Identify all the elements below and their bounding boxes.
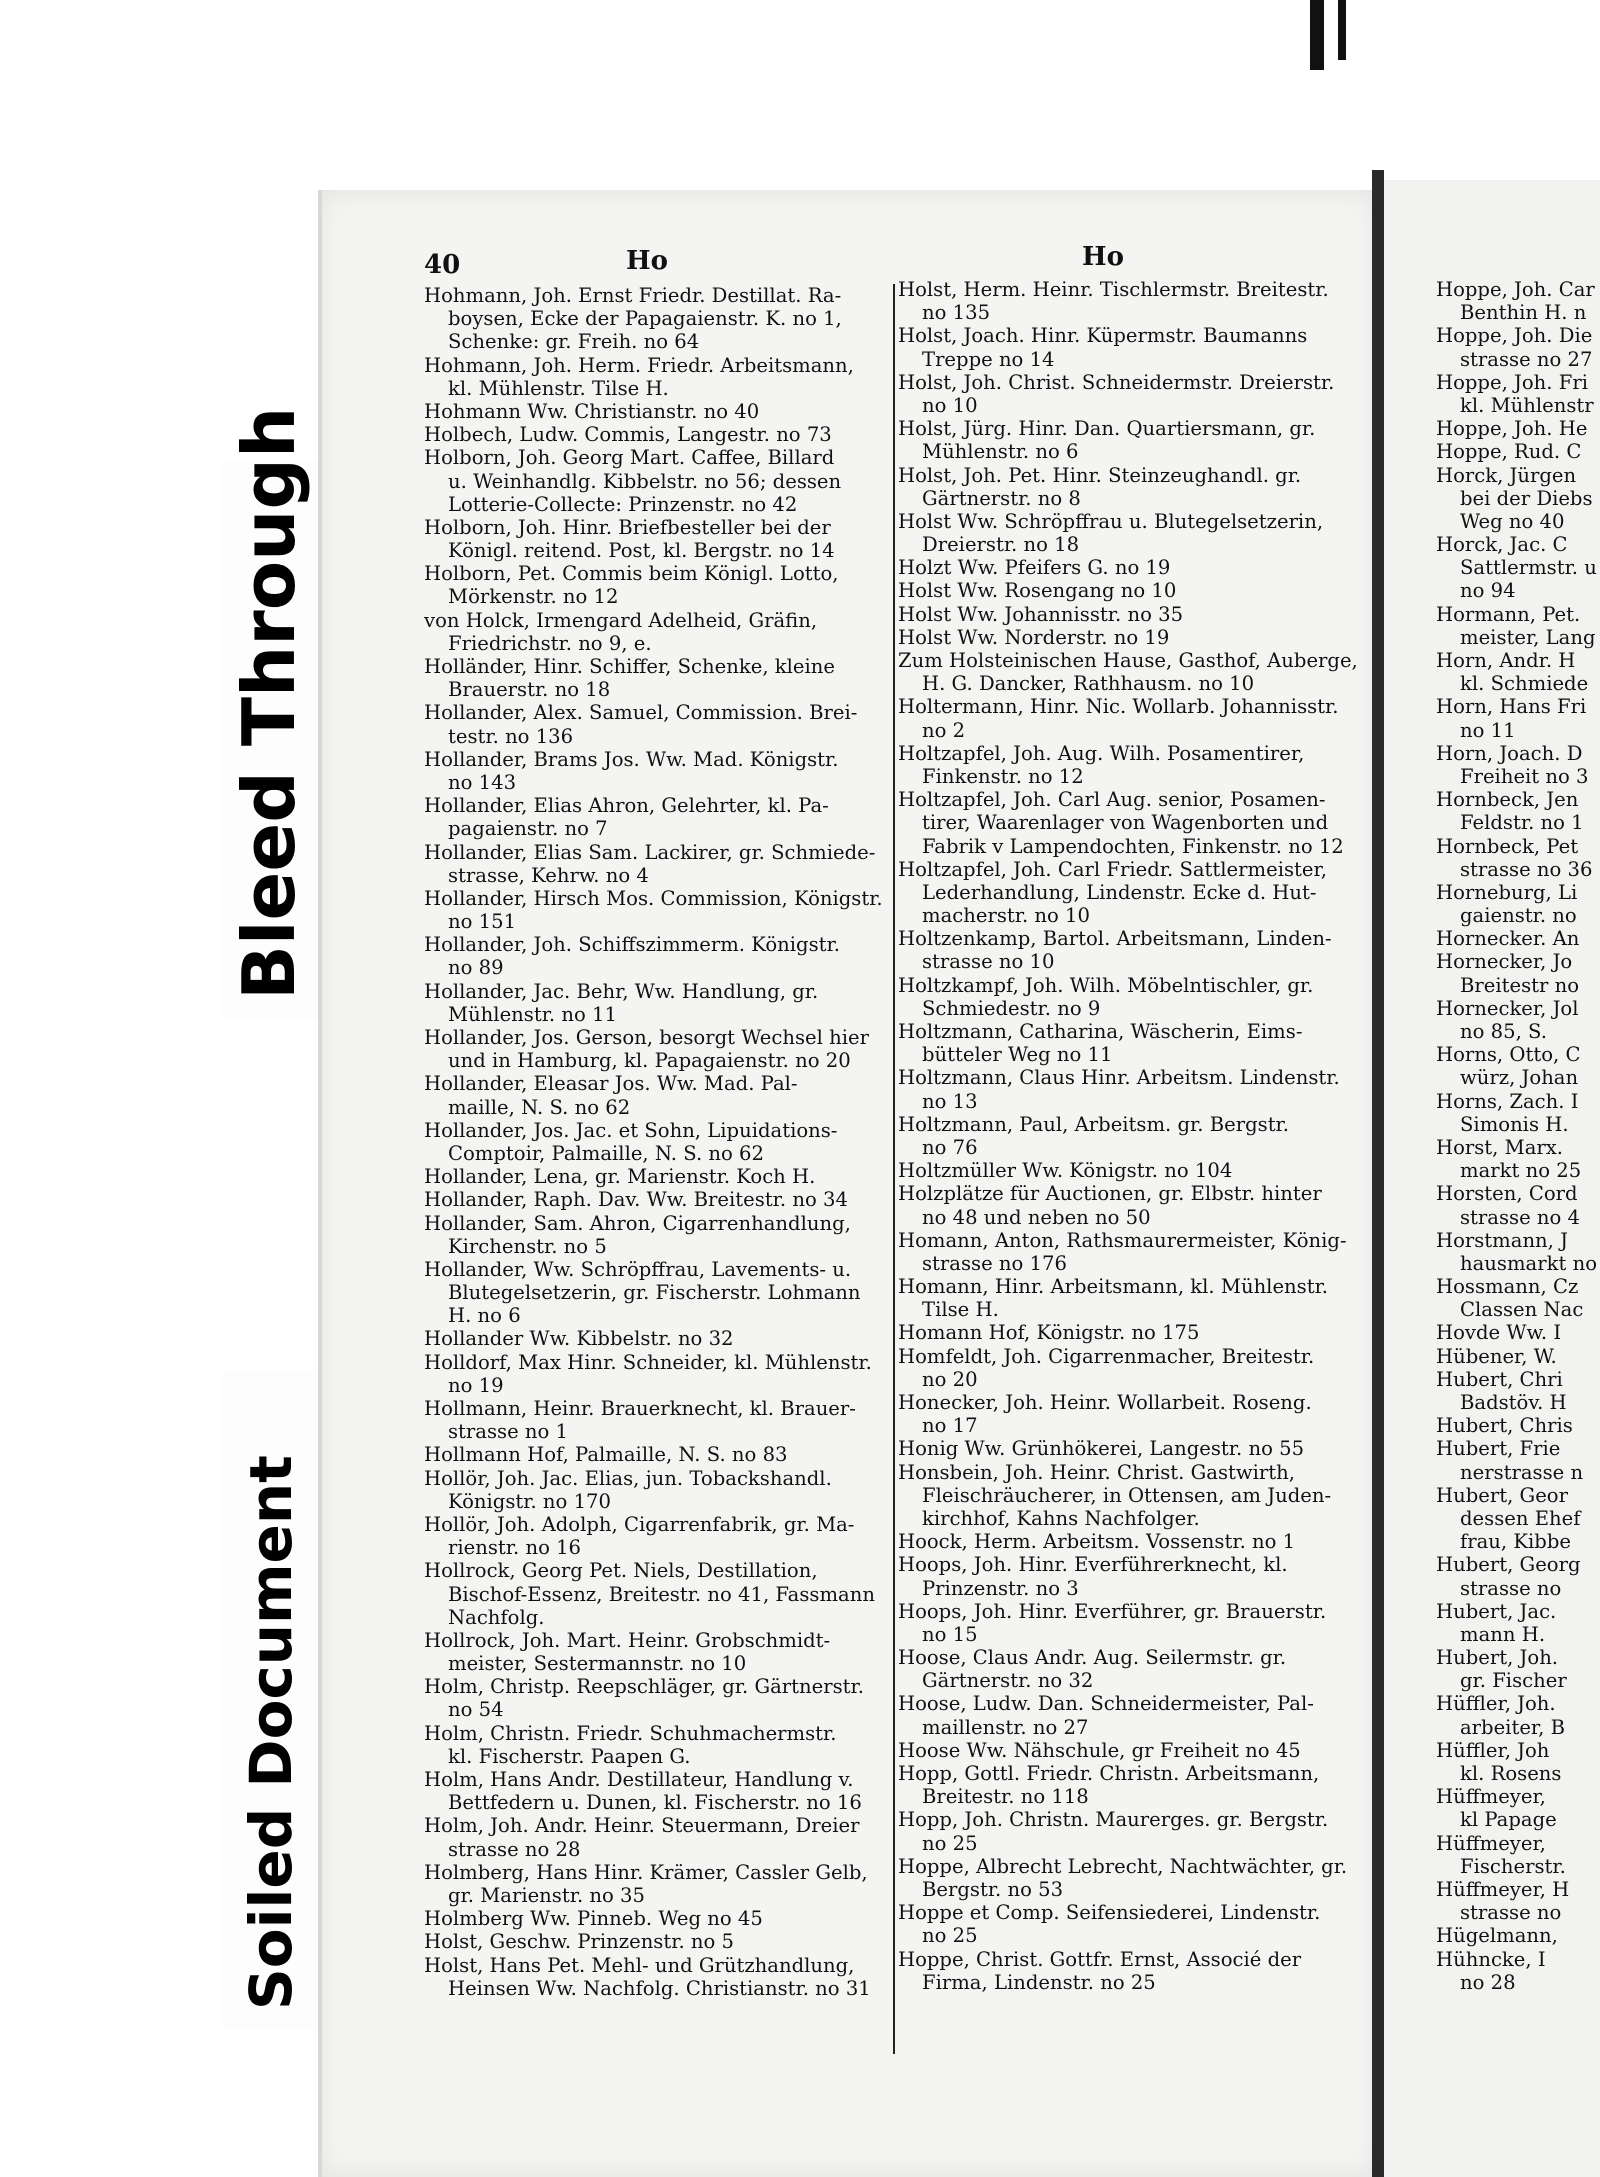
- directory-entry-line: dessen Ehef: [1460, 1506, 1581, 1530]
- directory-entry-line: Kirchenstr. no 5: [448, 1234, 607, 1258]
- directory-entry-line: strasse no 28: [448, 1837, 581, 1861]
- directory-entry-line: Holtzmann, Paul, Arbeitsm. gr. Bergstr.: [898, 1112, 1290, 1136]
- directory-entry-line: Holborn, Joh. Hinr. Briefbesteller bei der: [424, 515, 831, 539]
- directory-entry-line: Honsbein, Joh. Heinr. Christ. Gastwirth,: [898, 1460, 1296, 1484]
- soiled-document-label: Soiled Document: [237, 1455, 305, 2010]
- directory-entry-line: Hollander, Ww. Schröpffrau, Lavements- u.: [424, 1257, 852, 1281]
- directory-entry-line: Bischof-Essenz, Breitestr. no 41, Fassmann: [448, 1582, 875, 1606]
- scan-edge-mark-2: [1338, 0, 1346, 60]
- directory-entry-line: Honig Ww. Grünhökerei, Langestr. no 55: [898, 1437, 1305, 1461]
- directory-entry-line: Hollrock, Georg Pet. Niels, Destillation,: [424, 1559, 818, 1583]
- directory-entry-line: kirchhof, Kahns Nachfolger.: [922, 1506, 1200, 1530]
- directory-entry-line: Holm, Joh. Andr. Heinr. Steuermann, Dreier: [424, 1814, 860, 1838]
- directory-entry-line: Holtzapfel, Joh. Aug. Wilh. Posamentirer,: [898, 741, 1305, 765]
- directory-entry-line: meister, Sestermannstr. no 10: [448, 1652, 747, 1676]
- directory-entry-line: Königstr. no 170: [448, 1489, 611, 1513]
- directory-entry-line: Hubert, Chris: [1436, 1414, 1573, 1438]
- directory-entry-line: Hollander, Alex. Samuel, Commission. Brei-: [424, 701, 858, 725]
- directory-entry-line: Horck, Jac. C: [1436, 533, 1568, 557]
- directory-entry-line: und in Hamburg, kl. Papagaienstr. no 20: [448, 1049, 851, 1073]
- book-gutter: [1372, 170, 1384, 2177]
- directory-entry-line: no 89: [448, 956, 504, 980]
- directory-entry-line: Hoppe et Comp. Seifensiederei, Lindenstr.: [898, 1901, 1321, 1925]
- directory-entry-line: Hubert, Frie: [1436, 1437, 1561, 1461]
- directory-entry-line: strasse no 27: [1460, 347, 1593, 371]
- directory-entry-line: Hühncke, I: [1436, 1947, 1546, 1971]
- directory-entry-line: Hoops, Joh. Hinr. Everführerknecht, kl.: [898, 1553, 1288, 1577]
- directory-entry-line: Hollander, Jac. Behr, Ww. Handlung, gr.: [424, 979, 819, 1003]
- directory-entry-line: kl. Rosens: [1460, 1762, 1562, 1785]
- directory-entry-line: Holländer, Hinr. Schiffer, Schenke, kleine: [424, 655, 836, 678]
- directory-entry-line: Hoppe, Joh. Car: [1436, 278, 1595, 301]
- directory-entry-line: Holm, Christp. Reepschläger, gr. Gärtnerstr.: [424, 1675, 864, 1699]
- directory-entry-line: von Holck, Irmengard Adelheid, Gräfin,: [424, 608, 818, 632]
- directory-entry-line: Hopp, Gottl. Friedr. Christn. Arbeitsmann,: [898, 1762, 1320, 1785]
- directory-entry-line: Königl. reitend. Post, kl. Bergstr. no 14: [448, 539, 835, 563]
- page-number: 40: [424, 250, 461, 280]
- directory-entry-line: Hornecker, Jo: [1436, 950, 1573, 974]
- directory-entry-line: no 94: [1460, 579, 1516, 603]
- directory-entry-line: Hollmann Hof, Palmaille, N. S. no 83: [424, 1443, 788, 1467]
- directory-entry-line: Breitestr no: [1460, 973, 1580, 997]
- directory-entry-line: bei der Diebs: [1460, 486, 1593, 510]
- directory-entry-line: H. no 6: [448, 1304, 521, 1328]
- directory-entry-line: Hollander, Jos. Jac. et Sohn, Lipuidations-: [424, 1118, 838, 1142]
- directory-entry-line: tirer, Waarenlager von Wagenborten und: [922, 811, 1329, 835]
- directory-entry-line: Brauerstr. no 18: [448, 678, 611, 702]
- directory-entry-line: Holtzmann, Catharina, Wäscherin, Eims-: [898, 1020, 1303, 1043]
- directory-entry-line: Holtzkampf, Joh. Wilh. Möbelntischler, gr.: [898, 973, 1314, 997]
- directory-entry-line: Holm, Hans Andr. Destillateur, Handlung v.: [424, 1768, 854, 1791]
- directory-entry-line: würz, Johan: [1460, 1066, 1579, 1090]
- directory-entry-line: Holtzapfel, Joh. Carl Friedr. Sattlermeister,: [898, 857, 1327, 881]
- directory-entry-line: Holtzmüller Ww. Königstr. no 104: [898, 1159, 1233, 1183]
- directory-entry-line: Hügelmann,: [1436, 1924, 1558, 1948]
- directory-entry-line: gr. Fischer: [1460, 1669, 1567, 1693]
- directory-entry-line: Holst, Geschw. Prinzenstr. no 5: [424, 1930, 735, 1954]
- directory-entry-line: Breitestr. no 118: [922, 1785, 1089, 1809]
- directory-entry-line: Lederhandlung, Lindenstr. Ecke d. Hut-: [922, 880, 1317, 904]
- directory-entry-line: Hornbeck, Jen: [1436, 788, 1579, 812]
- directory-entry-line: Benthin H. n: [1460, 301, 1587, 325]
- directory-entry-line: Holldorf, Max Hinr. Schneider, kl. Mühlenstr.: [424, 1350, 872, 1374]
- directory-entry-line: no 11: [1460, 718, 1516, 742]
- directory-entry-line: strasse no: [1460, 1576, 1562, 1600]
- directory-column-next-page: [1436, 278, 1600, 2050]
- directory-entry-line: Nachfolg.: [448, 1605, 545, 1629]
- directory-entry-line: Hubert, Joh.: [1436, 1646, 1559, 1670]
- directory-entry-line: Hollander, Raph. Dav. Ww. Breitestr. no 34: [424, 1188, 848, 1212]
- directory-entry-line: Hollander, Jos. Gerson, besorgt Wechsel hier: [424, 1026, 869, 1049]
- directory-entry-line: kl. Schmiede: [1460, 672, 1589, 696]
- directory-entry-line: Hoock, Herm. Arbeitsm. Vossenstr. no 1: [898, 1530, 1296, 1554]
- directory-entry-line: Holst, Joh. Pet. Hinr. Steinzeughandl. gr.: [898, 463, 1302, 487]
- directory-entry-line: Holst Ww. Schröpffrau u. Blutegelsetzerin,: [898, 509, 1324, 533]
- directory-entry-line: nerstrasse n: [1460, 1460, 1584, 1484]
- directory-entry-line: Hoose, Ludw. Dan. Schneidermeister, Pal-: [898, 1692, 1314, 1716]
- directory-entry-line: Holst, Jürg. Hinr. Dan. Quartiersmann, gr.: [898, 417, 1316, 441]
- directory-entry-line: Zum Holsteinischen Hause, Gasthof, Auberge,: [898, 649, 1358, 672]
- directory-entry-line: Horns, Zach. I: [1436, 1089, 1579, 1113]
- directory-entry-line: Freiheit no 3: [1460, 764, 1589, 788]
- directory-column-right: [898, 278, 1368, 2050]
- directory-entry-line: Hubert, Geor: [1436, 1483, 1568, 1507]
- directory-entry-line: Mühlenstr. no 6: [922, 440, 1079, 464]
- directory-entry-line: gr. Marienstr. no 35: [448, 1883, 645, 1907]
- directory-entry-line: Treppe no 14: [922, 347, 1055, 371]
- directory-entry-line: Firma, Lindenstr. no 25: [922, 1970, 1156, 1994]
- directory-entry-line: strasse no 4: [1460, 1205, 1581, 1229]
- directory-entry-line: Hollander, Hirsch Mos. Commission, Königstr.: [424, 886, 883, 910]
- directory-entry-line: kl. Fischerstr. Paapen G.: [448, 1744, 691, 1768]
- directory-entry-line: no 19: [448, 1373, 504, 1397]
- directory-entry-line: hausmarkt no: [1460, 1251, 1597, 1275]
- directory-entry-line: kl. Mühlenstr: [1460, 393, 1594, 417]
- directory-entry-line: no 48 und neben no 50: [922, 1205, 1151, 1229]
- directory-entry-line: Hoose Ww. Nähschule, gr Freiheit no 45: [898, 1738, 1301, 1762]
- page-edge: [318, 190, 322, 2177]
- directory-entry-line: Weg no 40: [1460, 509, 1565, 533]
- directory-entry-line: Hoppe, Christ. Gottfr. Ernst, Associé der: [898, 1947, 1302, 1971]
- directory-entry-line: Holst, Joh. Christ. Schneidermstr. Dreierstr.: [898, 370, 1335, 394]
- directory-entry-line: Hubert, Georg: [1436, 1553, 1581, 1577]
- directory-entry-line: no 85, S.: [1460, 1020, 1547, 1043]
- directory-entry-line: Hoops, Joh. Hinr. Everführer, gr. Brauerstr.: [898, 1599, 1327, 1623]
- directory-entry-line: Hossmann, Cz: [1436, 1275, 1579, 1299]
- directory-entry-line: Holst, Herm. Heinr. Tischlermstr. Breitestr.: [898, 278, 1329, 301]
- directory-entry-line: Horns, Otto, C: [1436, 1043, 1581, 1067]
- directory-entry-line: Hoppe, Joh. Die: [1436, 324, 1593, 348]
- directory-entry-line: strasse no 36: [1460, 857, 1593, 881]
- directory-entry-line: boysen, Ecke der Papagaienstr. K. no 1,: [448, 307, 842, 331]
- directory-entry-line: Mörkenstr. no 12: [448, 585, 619, 609]
- directory-entry-line: Holst, Hans Pet. Mehl- und Grützhandlung,: [424, 1953, 855, 1977]
- directory-entry-line: bütteler Weg no 11: [922, 1043, 1113, 1067]
- directory-entry-line: no 28: [1460, 1970, 1516, 1994]
- directory-entry-line: no 135: [922, 301, 991, 325]
- directory-entry-line: Hollander, Joh. Schiffszimmerm. Königstr.: [424, 933, 840, 957]
- directory-entry-line: Holmberg Ww. Pinneb. Weg no 45: [424, 1907, 763, 1931]
- directory-entry-line: Hubert, Chri: [1436, 1367, 1563, 1391]
- directory-entry-line: Hubert, Jac.: [1436, 1599, 1557, 1623]
- directory-entry-line: Hollander, Elias Sam. Lackirer, gr. Schmiede-: [424, 840, 876, 864]
- directory-entry-line: H. G. Dancker, Rathhausm. no 10: [922, 672, 1255, 696]
- directory-entry-line: Hollmann, Heinr. Brauerknecht, kl. Brauer-: [424, 1397, 856, 1420]
- directory-entry-line: Hollander Ww. Kibbelstr. no 32: [424, 1327, 734, 1351]
- directory-entry-line: Hornecker. An: [1436, 927, 1580, 951]
- directory-entry-line: Hollander, Sam. Ahron, Cigarrenhandlung,: [424, 1211, 851, 1235]
- directory-entry-line: no 25: [922, 1831, 978, 1855]
- directory-entry-line: strasse no 1: [448, 1420, 569, 1444]
- directory-entry-line: Hormann, Pet.: [1436, 602, 1581, 626]
- directory-entry-line: Hüffler, Joh: [1436, 1738, 1550, 1762]
- directory-entry-line: Hollander, Brams Jos. Ww. Mad. Königstr.: [424, 747, 839, 771]
- directory-entry-line: gaienstr. no: [1460, 904, 1577, 928]
- directory-entry-line: no 54: [448, 1698, 504, 1722]
- directory-entry-line: Horn, Andr. H: [1436, 649, 1576, 672]
- directory-entry-line: Hornecker, Jol: [1436, 996, 1579, 1020]
- directory-entry-line: no 15: [922, 1622, 978, 1646]
- directory-entry-line: mann H.: [1460, 1622, 1546, 1646]
- directory-entry-line: Hoose, Claus Andr. Aug. Seilermstr. gr.: [898, 1646, 1287, 1670]
- directory-entry-line: Fabrik v Lampendochten, Finkenstr. no 12: [922, 834, 1344, 858]
- directory-entry-line: no 151: [448, 910, 517, 934]
- directory-entry-line: Hoppe, Rud. C: [1436, 440, 1582, 464]
- directory-entry-line: Hollander, Lena, gr. Marienstr. Koch H.: [424, 1165, 816, 1189]
- directory-entry-line: Holst Ww. Rosengang no 10: [898, 579, 1177, 603]
- directory-entry-line: Hollör, Joh. Jac. Elias, jun. Tobackshandl.: [424, 1466, 832, 1490]
- directory-entry-line: Hüffmeyer,: [1436, 1831, 1546, 1855]
- directory-entry-line: no 13: [922, 1089, 978, 1113]
- directory-entry-line: Hopp, Joh. Christn. Maurerges. gr. Bergstr.: [898, 1808, 1329, 1832]
- directory-entry-line: strasse, Kehrw. no 4: [448, 863, 649, 887]
- directory-entry-line: Fleischräucherer, in Ottensen, am Juden-: [922, 1483, 1332, 1507]
- directory-entry-line: Finkenstr. no 12: [922, 764, 1084, 788]
- directory-entry-line: Hornbeck, Pet: [1436, 834, 1579, 858]
- directory-entry-line: Feldstr. no 1: [1460, 811, 1584, 835]
- directory-entry-line: Comptoir, Palmaille, N. S. no 62: [448, 1141, 764, 1165]
- directory-entry-line: Lotterie-Collecte: Prinzenstr. no 42: [448, 492, 798, 516]
- directory-entry-line: Hollör, Joh. Adolph, Cigarrenfabrik, gr. Ma-: [424, 1512, 855, 1536]
- directory-entry-line: Holborn, Pet. Commis beim Königl. Lotto,: [424, 562, 839, 586]
- directory-entry-line: Classen Nac: [1460, 1298, 1584, 1322]
- directory-entry-line: Hohmann, Joh. Herm. Friedr. Arbeitsmann,: [424, 353, 854, 377]
- directory-entry-line: Holtzapfel, Joh. Carl Aug. senior, Posamen-: [898, 788, 1326, 812]
- directory-entry-line: Holzplätze für Auctionen, gr. Elbstr. hinter: [898, 1182, 1322, 1206]
- directory-entry-line: Holst Ww. Johannisstr. no 35: [898, 602, 1184, 626]
- directory-entry-line: Horsten, Cord: [1436, 1182, 1578, 1206]
- directory-entry-line: maillenstr. no 27: [922, 1715, 1089, 1739]
- column-divider: [893, 284, 895, 2054]
- directory-entry-line: Homann, Hinr. Arbeitsmann, kl. Mühlenstr.: [898, 1275, 1329, 1299]
- directory-entry-line: Hübener, W.: [1436, 1344, 1557, 1368]
- directory-entry-line: Schenke: gr. Freih. no 64: [448, 330, 700, 354]
- directory-entry-line: Hovde Ww. I: [1436, 1321, 1562, 1345]
- directory-entry-line: Gärtnerstr. no 8: [922, 486, 1081, 510]
- directory-entry-line: Schmiedestr. no 9: [922, 996, 1101, 1020]
- directory-entry-line: Horst, Marx.: [1436, 1135, 1564, 1159]
- directory-entry-line: Holtzmann, Claus Hinr. Arbeitsm. Lindenstr.: [898, 1066, 1340, 1090]
- directory-entry-line: kl Papage: [1460, 1808, 1557, 1832]
- directory-entry-line: pagaienstr. no 7: [448, 817, 608, 841]
- directory-entry-line: Dreierstr. no 18: [922, 533, 1080, 557]
- directory-entry-line: testr. no 136: [448, 724, 574, 748]
- directory-entry-line: Hollander, Elias Ahron, Gelehrter, kl. Pa-: [424, 794, 829, 818]
- directory-entry-line: Hüffmeyer,: [1436, 1785, 1546, 1809]
- directory-entry-line: no 25: [922, 1924, 978, 1948]
- directory-entry-line: Fischerstr.: [1460, 1854, 1566, 1878]
- directory-entry-line: Prinzenstr. no 3: [922, 1576, 1079, 1600]
- directory-entry-line: no 10: [922, 393, 978, 417]
- directory-entry-line: Badstöv. H: [1460, 1391, 1567, 1414]
- directory-entry-line: Holm, Christn. Friedr. Schuhmachermstr.: [424, 1721, 837, 1745]
- directory-entry-line: Holmberg, Hans Hinr. Krämer, Cassler Gelb,: [424, 1860, 868, 1884]
- directory-entry-line: Mühlenstr. no 11: [448, 1002, 617, 1026]
- directory-entry-line: Gärtnerstr. no 32: [922, 1669, 1094, 1693]
- directory-column-left: [424, 284, 890, 2056]
- directory-entry-line: Bergstr. no 53: [922, 1877, 1064, 1901]
- directory-entry-line: macherstr. no 10: [922, 904, 1090, 928]
- directory-entry-line: Hoppe, Joh. He: [1436, 417, 1588, 441]
- directory-entry-line: Hohmann, Joh. Ernst Friedr. Destillat. Ra-: [424, 284, 842, 307]
- directory-entry-line: frau, Kibbe: [1460, 1530, 1571, 1554]
- directory-entry-line: strasse no 10: [922, 950, 1055, 974]
- directory-entry-line: Blutegelsetzerin, gr. Fischerstr. Lohmann: [448, 1281, 861, 1305]
- directory-entry-line: Holtermann, Hinr. Nic. Wollarb. Johannisstr.: [898, 695, 1339, 719]
- directory-entry-line: meister, Lang: [1460, 625, 1596, 649]
- directory-entry-line: Holborn, Joh. Georg Mart. Caffee, Billard: [424, 446, 835, 470]
- header-left: Ho: [626, 246, 668, 276]
- directory-entry-line: Simonis H.: [1460, 1112, 1569, 1136]
- scan-edge-mark: [1310, 0, 1324, 70]
- directory-entry-line: Holst Ww. Norderstr. no 19: [898, 625, 1170, 649]
- directory-entry-line: strasse no: [1460, 1901, 1562, 1925]
- directory-entry-line: Bettfedern u. Dunen, kl. Fischerstr. no 16: [448, 1791, 862, 1815]
- directory-entry-line: Sattlermstr. u: [1460, 556, 1597, 580]
- directory-entry-line: Holzt Ww. Pfeifers G. no 19: [898, 556, 1171, 580]
- directory-entry-line: strasse no 176: [922, 1251, 1067, 1275]
- directory-entry-line: u. Weinhandlg. Kibbelstr. no 56; dessen: [448, 469, 842, 493]
- directory-entry-line: Homann Hof, Königstr. no 175: [898, 1321, 1200, 1345]
- directory-entry-line: Hüffler, Joh.: [1436, 1692, 1556, 1716]
- directory-entry-line: rienstr. no 16: [448, 1536, 582, 1560]
- bleed-through-label: Bleed Through: [227, 406, 311, 1000]
- directory-entry-line: Horneburg, Li: [1436, 880, 1578, 904]
- directory-entry-line: Horstmann, J: [1436, 1228, 1568, 1252]
- directory-entry-line: Hollander, Eleasar Jos. Ww. Mad. Pal-: [424, 1072, 798, 1096]
- directory-entry-line: Friedrichstr. no 9, e.: [448, 631, 652, 655]
- directory-entry-line: maille, N. S. no 62: [448, 1095, 631, 1119]
- directory-entry-line: Homfeldt, Joh. Cigarrenmacher, Breitestr.: [898, 1344, 1315, 1368]
- directory-entry-line: Hollrock, Joh. Mart. Heinr. Grobschmidt-: [424, 1628, 831, 1652]
- directory-entry-line: Honecker, Joh. Heinr. Wollarbeit. Roseng.: [898, 1391, 1312, 1414]
- directory-entry-line: markt no 25: [1460, 1159, 1582, 1183]
- directory-entry-line: no 20: [922, 1367, 978, 1391]
- directory-entry-line: arbeiter, B: [1460, 1715, 1565, 1739]
- directory-entry-line: Holtzenkamp, Bartol. Arbeitsmann, Linden-: [898, 927, 1332, 951]
- header-right: Ho: [1082, 242, 1124, 272]
- directory-entry-line: Hoppe, Albrecht Lebrecht, Nachtwächter, gr.: [898, 1854, 1348, 1878]
- directory-entry-line: no 2: [922, 718, 966, 742]
- directory-entry-line: Horck, Jürgen: [1436, 463, 1577, 487]
- directory-entry-line: no 143: [448, 770, 517, 794]
- directory-entry-line: kl. Mühlenstr. Tilse H.: [448, 376, 669, 400]
- directory-entry-line: Holbech, Ludw. Commis, Langestr. no 73: [424, 423, 832, 447]
- directory-entry-line: no 17: [922, 1414, 978, 1438]
- directory-entry-line: Horn, Joach. D: [1436, 741, 1583, 765]
- directory-entry-line: Homann, Anton, Rathsmaurermeister, König-: [898, 1228, 1347, 1252]
- directory-entry-line: Hüffmeyer, H: [1436, 1877, 1570, 1901]
- directory-entry-line: Hoppe, Joh. Fri: [1436, 370, 1588, 394]
- directory-entry-line: Horn, Hans Fri: [1436, 695, 1587, 719]
- directory-entry-line: Hohmann Ww. Christianstr. no 40: [424, 399, 760, 423]
- directory-entry-line: no 76: [922, 1135, 978, 1159]
- directory-entry-line: Heinsen Ww. Nachfolg. Christianstr. no 31: [448, 1976, 871, 2000]
- directory-entry-line: Holst, Joach. Hinr. Küpermstr. Baumanns: [898, 324, 1308, 348]
- directory-entry-line: Tilse H.: [922, 1298, 999, 1322]
